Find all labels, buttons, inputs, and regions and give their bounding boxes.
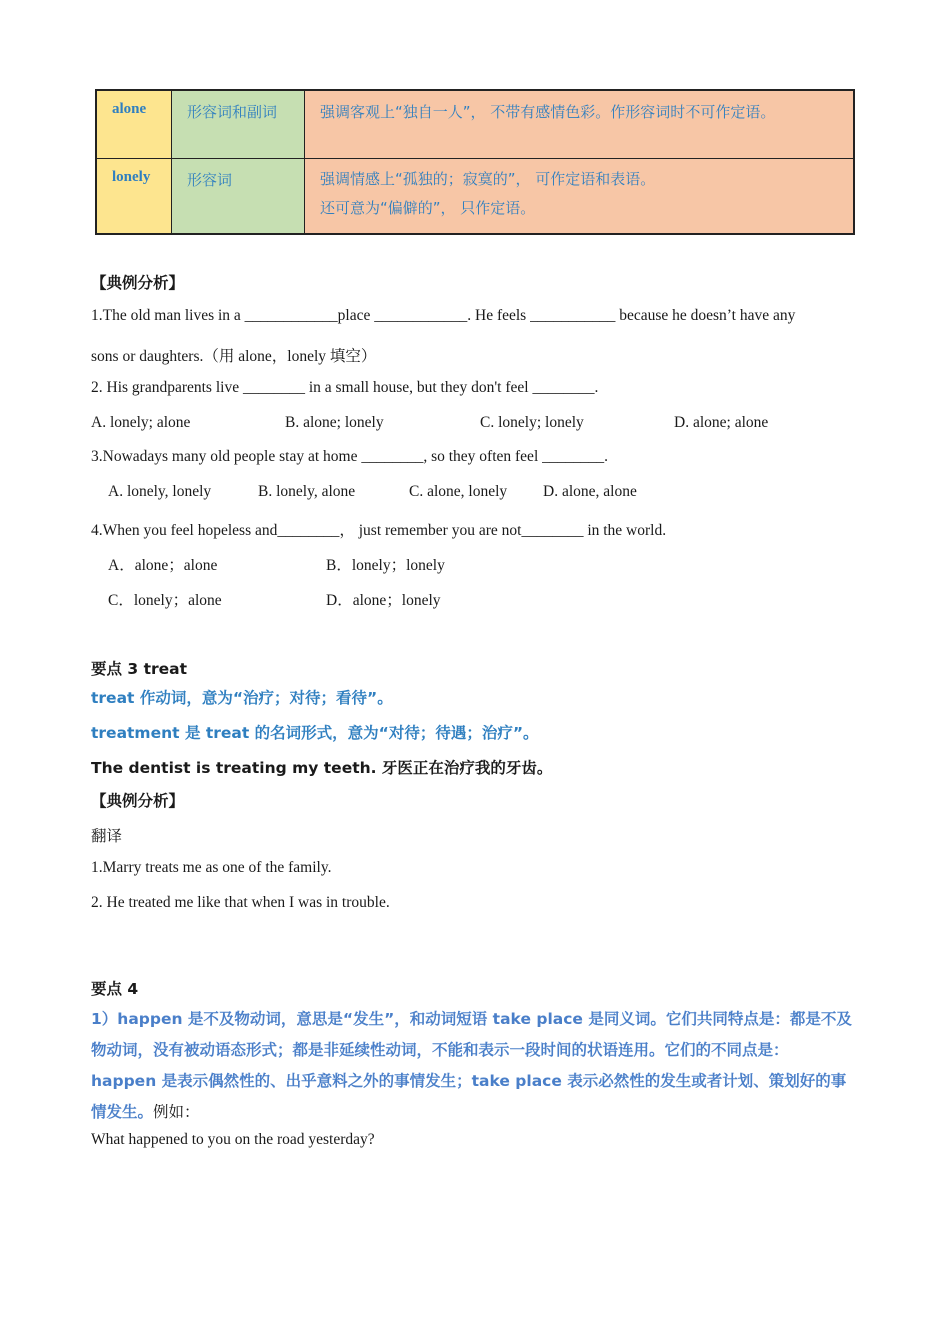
- q3-option-a: A. lonely, lonely: [108, 483, 212, 500]
- question-2: 2. His grandparents live ________ in a small house, but they don't feel ________.: [91, 379, 599, 396]
- q4-option-d: D．alone；lonely: [326, 592, 441, 609]
- point-4-para-line-3: happen 是表示偶然性的、出乎意料之外的事情发生；take place 表示必然性的发生或者计划、策划好的事: [91, 1072, 847, 1090]
- question-3: 3.Nowadays many old people stay at home ________, so they often feel ________.: [91, 448, 608, 465]
- section-heading: 【典例分析】: [91, 792, 185, 810]
- point-4-para-line-4-blue: 情发生。: [91, 1103, 154, 1121]
- point-4-para-line-1: 1）happen 是不及物动词，意思是“发生”，和动词短语 take place 是同义词。它们共同特点是：都是不及: [91, 1010, 852, 1028]
- q4-option-b: B．lonely；lonely: [326, 557, 445, 574]
- point-4-para-line-4: [91, 1100, 200, 1122]
- pos-cell: 形容词和副词: [172, 90, 305, 159]
- point-4-example: What happened to you on the road yesterday?: [91, 1131, 375, 1148]
- desc-line: 强调客观上“独自一人”， 不带有感情色彩。作形容词时不可作定语。: [320, 103, 776, 121]
- sentence-1: 1.Marry treats me as one of the family.: [91, 859, 332, 876]
- q2-option-a: A. lonely; alone: [91, 414, 191, 431]
- q2-option-d: D. alone; alone: [674, 414, 769, 431]
- desc-cell: [305, 90, 855, 159]
- table-row: [96, 90, 854, 159]
- q4-option-a: A．alone；alone: [108, 557, 218, 574]
- point-3-line-1: treat 作动词，意为“治疗；对待；看待”。: [91, 689, 393, 707]
- question-1-line-1: 1.The old man lives in a ____________place ____________. He feels ___________ because he doesn’t have any: [91, 307, 796, 324]
- q3-option-d: D. alone, alone: [543, 483, 637, 500]
- q2-option-b: B. alone; lonely: [285, 414, 384, 431]
- point-4-title: 要点 4: [91, 980, 139, 998]
- comparison-table: [95, 89, 855, 235]
- word-cell: lonely: [96, 159, 172, 235]
- translate-label: 翻译: [91, 827, 123, 845]
- q3-option-b: B. lonely, alone: [258, 483, 356, 500]
- question-4: 4.When you feel hopeless and________， just remember you are not________ in the world.: [91, 522, 667, 539]
- sentence-2: 2. He treated me like that when I was in trouble.: [91, 894, 390, 911]
- point-3-example: The dentist is treating my teeth. 牙医正在治疗我的牙齿。: [91, 759, 553, 777]
- q2-option-c: C. lonely; lonely: [480, 414, 584, 431]
- desc-line: 还可意为“偏僻的”， 只作定语。: [320, 199, 536, 217]
- word-cell: alone: [96, 90, 172, 159]
- table-row: [96, 159, 854, 235]
- section-heading: 【典例分析】: [91, 274, 185, 292]
- point-3-title: 要点 3 treat: [91, 660, 188, 678]
- desc-cell: [305, 159, 855, 235]
- point-3-line-2: treatment 是 treat 的名词形式，意为“对待；待遇；治疗”。: [91, 724, 539, 742]
- question-1-line-2: sons or daughters.（用 alone，lonely 填空）: [91, 348, 377, 365]
- point-4-para-line-4-black: 例如：: [153, 1103, 200, 1121]
- pos-cell: 形容词: [172, 159, 305, 235]
- desc-line: 强调情感上“孤独的；寂寞的”， 可作定语和表语。: [320, 170, 656, 188]
- point-4-para-line-2: 物动词，没有被动语态形式；都是非延续性动词，不能和表示一段时间的状语连用。它们的不同点是：: [91, 1041, 789, 1059]
- q3-option-c: C. alone, lonely: [409, 483, 508, 500]
- q4-option-c: C．lonely；alone: [108, 592, 222, 609]
